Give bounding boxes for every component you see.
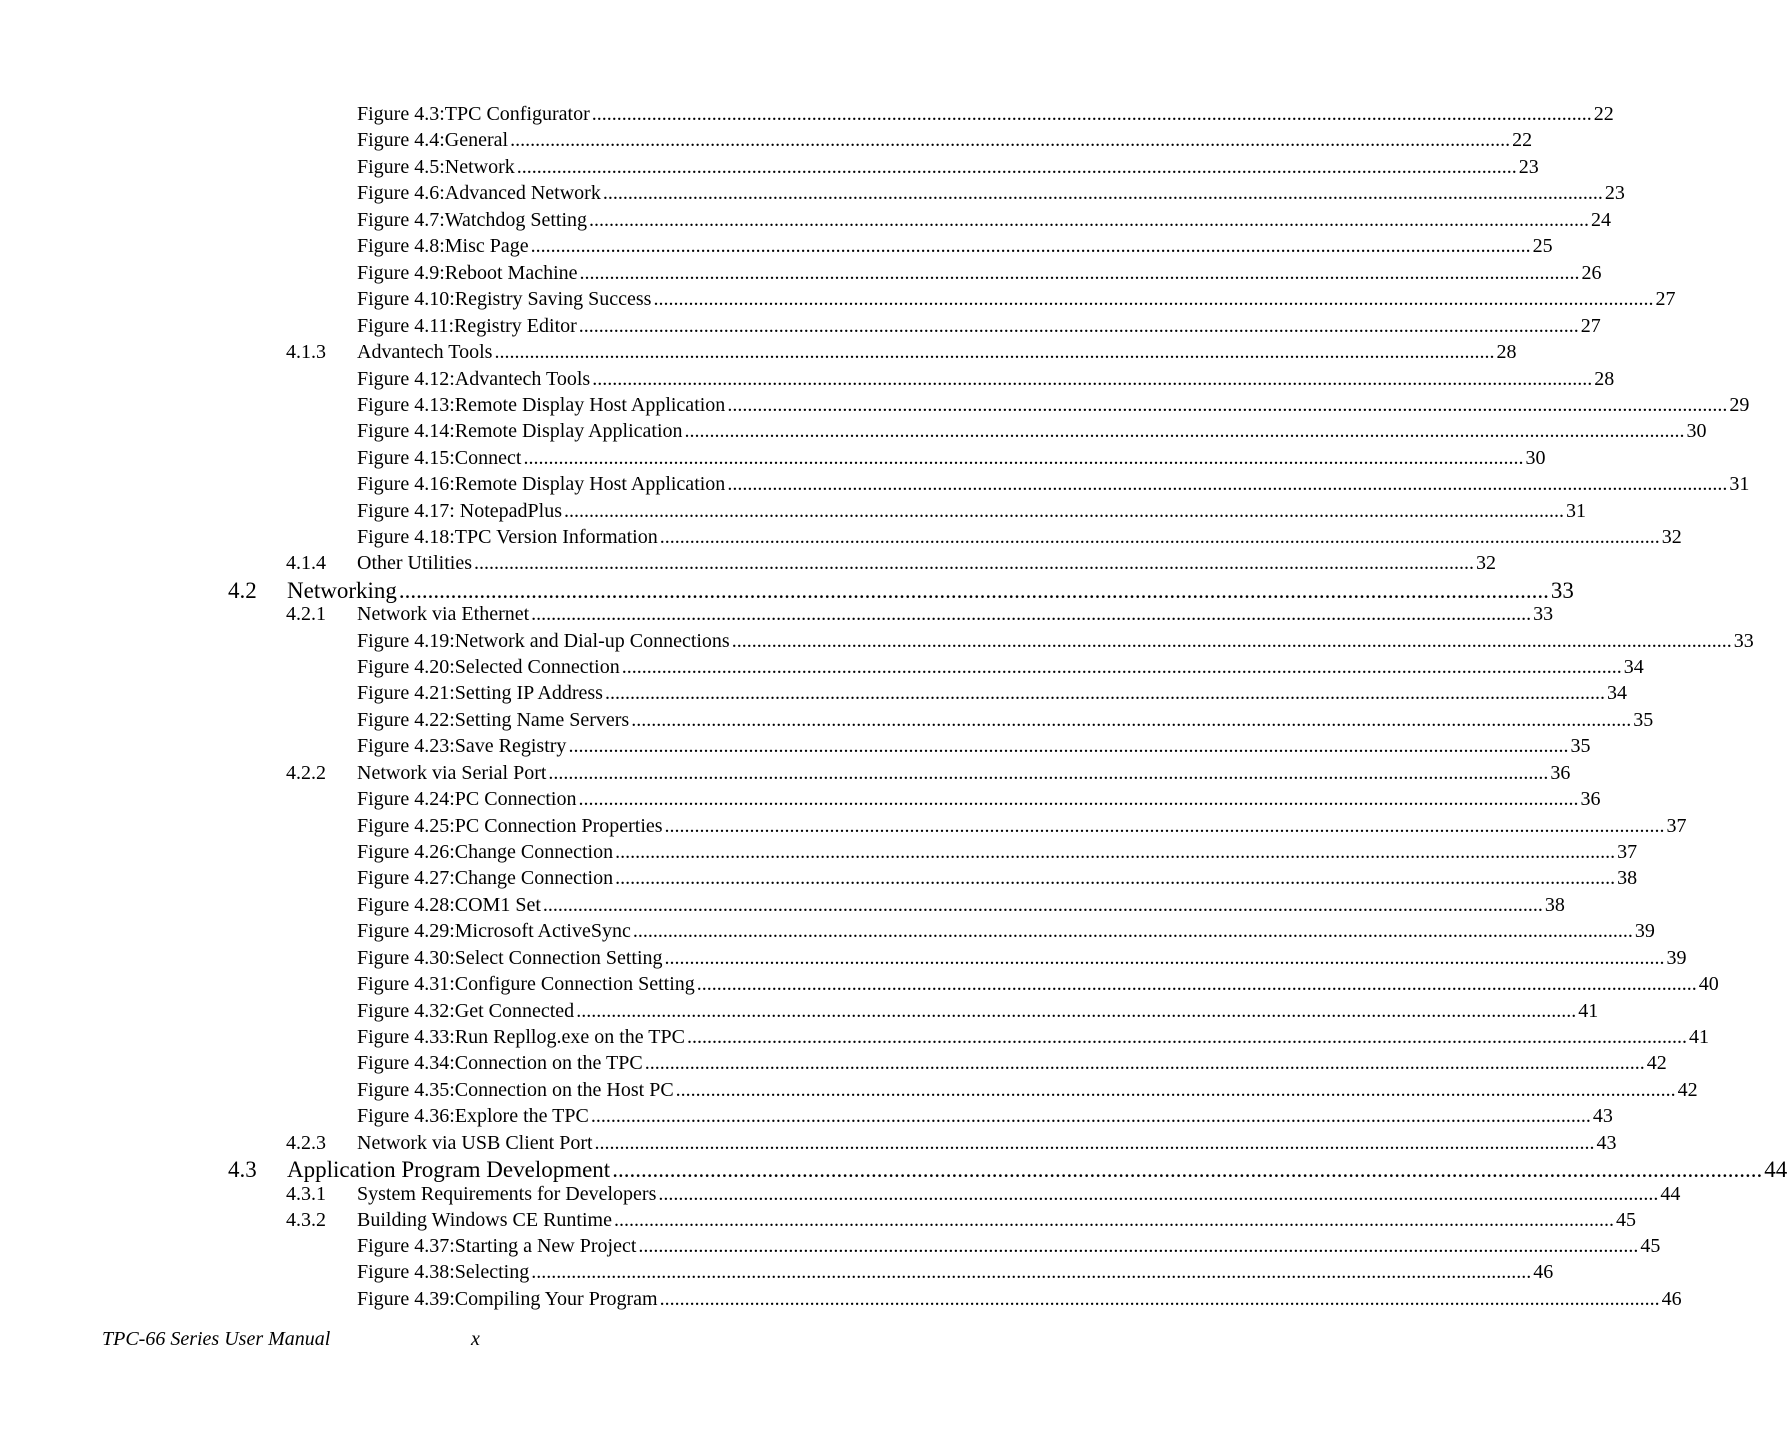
toc-dot-leader: ........................................................................................................................................................................................................ [576,1000,1577,1022]
toc-entry-page: 31 [1566,500,1586,522]
toc-entry-page: 30 [1686,420,1707,442]
toc-entry-page: 35 [1570,735,1591,757]
toc-entry-page: 38 [1544,894,1565,916]
toc-entry-page: 42 [1677,1079,1698,1101]
toc-dot-leader: ........................................................................................................................................................................................................ [659,526,1660,548]
toc-entry-figure [0,367,1615,391]
toc-entry-number: 4.2 [228,578,257,603]
toc-dot-leader: ........................................................................................................................................................................................................ [589,209,1590,231]
toc-dot-leader: ........................................................................................................................................................................................................ [510,129,1511,151]
toc-dot-leader: ........................................................................................................................................................................................................ [612,1157,1763,1182]
toc-entry-subsection [0,1131,1617,1155]
toc-entry-page: 39 [1634,920,1655,942]
toc-entry-title: Figure 4.27:Change Connection [357,867,614,889]
toc-dot-leader: ........................................................................................................................................................................................................ [653,288,1654,310]
toc-dot-leader: ........................................................................................................................................................................................................ [664,947,1665,969]
toc-dot-leader: ........................................................................................................................................................................................................ [516,156,1517,178]
toc-entry-page: 44 [1660,1183,1681,1205]
toc-dot-leader: ........................................................................................................................................................................................................ [632,920,1633,942]
toc-entry-title: Advantech Tools [357,341,493,363]
toc-entry-figure [0,419,1707,443]
toc-entry-figure [0,629,1754,653]
toc-entry-title: Networking [287,578,397,603]
toc-entry-subsection [0,1208,1636,1232]
toc-entry-title: Figure 4.20:Selected Connection [357,656,620,678]
toc-dot-leader: ........................................................................................................................................................................................................ [564,500,1564,522]
toc-dot-leader: ........................................................................................................................................................................................................ [531,603,1532,625]
toc-entry-page: 33 [1533,603,1554,625]
toc-dot-leader: ........................................................................................................................................................................................................ [731,630,1732,652]
toc-dot-leader: ........................................................................................................................................................................................................ [523,447,1524,469]
toc-entry-page: 46 [1661,1288,1682,1310]
toc-dot-leader: ........................................................................................................................................................................................................ [494,341,1495,363]
toc-entry-title: Figure 4.9:Reboot Machine [357,262,578,284]
footer-page-number: x [471,1328,480,1350]
toc-dot-leader: ........................................................................................................................................................................................................ [658,1183,1659,1205]
toc-dot-leader: ........................................................................................................................................................................................................ [696,973,1697,995]
toc-entry-figure [0,102,1614,126]
toc-entry-page: 22 [1512,129,1533,151]
toc-entry-title: System Requirements for Developers [357,1183,657,1205]
toc-entry-subsection [0,602,1554,626]
toc-entry-number: 4.2.3 [286,1132,326,1154]
toc-entry-figure [0,1287,1682,1311]
toc-entry-page: 31 [1729,473,1750,495]
toc-entry-page: 35 [1633,709,1654,731]
toc-dot-leader: ........................................................................................................................................................................................................ [542,894,1543,916]
toc-entry-title: Figure 4.14:Remote Display Application [357,420,683,442]
toc-entry-title: Figure 4.3:TPC Configurator [357,103,590,125]
toc-entry-title: Figure 4.7:Watchdog Setting [357,209,588,231]
toc-entry-figure [0,734,1591,758]
toc-entry-page: 32 [1661,526,1682,548]
toc-entry-figure [0,840,1638,864]
toc-entry-figure [0,314,1601,338]
toc-entry-figure [0,128,1533,152]
toc-entry-title: Figure 4.17: NotepadPlus [357,500,562,522]
toc-entry-figure [0,1051,1667,1075]
toc-entry-subsection [0,1182,1681,1206]
toc-dot-leader: ........................................................................................................................................................................................................ [638,1235,1639,1257]
toc-dot-leader: ........................................................................................................................................................................................................ [659,1288,1660,1310]
toc-entry-title: Figure 4.13:Remote Display Host Application [357,394,726,416]
toc-entry-title: Figure 4.15:Connect [357,447,522,469]
toc-entry-page: 46 [1533,1261,1554,1283]
toc-entry-section [0,1157,1787,1183]
toc-entry-title: Figure 4.31:Configure Connection Setting [357,973,695,995]
toc-entry-title: Figure 4.28:COM1 Set [357,894,541,916]
toc-dot-leader: ........................................................................................................................................................................................................ [615,841,1616,863]
toc-dot-leader: ........................................................................................................................................................................................................ [686,1026,1687,1048]
toc-entry-page: 23 [1604,182,1625,204]
toc-dot-leader: ........................................................................................................................................................................................................ [530,235,1531,257]
toc-dot-leader: ........................................................................................................................................................................................................ [473,552,1474,574]
toc-entry-title: Figure 4.6:Advanced Network [357,182,601,204]
toc-entry-title: Other Utilities [357,552,472,574]
toc-entry-title: Figure 4.21:Setting IP Address [357,682,603,704]
toc-entry-title: Network via Ethernet [357,603,530,625]
toc-entry-figure [0,681,1627,705]
toc-entry-page: 32 [1475,552,1496,574]
toc-entry-title: Figure 4.8:Misc Page [357,235,529,257]
toc-dot-leader: ........................................................................................................................................................................................................ [579,262,1580,284]
toc-entry-title: Figure 4.25:PC Connection Properties [357,815,663,837]
toc-entry-title: Figure 4.29:Microsoft ActiveSync [357,920,631,942]
page-footer [0,1328,954,1356]
toc-entry-title: Figure 4.19:Network and Dial-up Connections [357,630,730,652]
toc-entry-page: 36 [1550,762,1571,784]
toc-entry-page: 38 [1617,867,1638,889]
toc-entry-title: Figure 4.32:Get Connected [357,1000,575,1022]
toc-entry-title: Figure 4.35:Connection on the Host PC [357,1079,674,1101]
toc-entry-figure [0,787,1601,811]
toc-entry-number: 4.3 [228,1157,257,1182]
toc-entry-figure [0,1104,1613,1128]
toc-entry-title: Figure 4.39:Compiling Your Program [357,1288,658,1310]
toc-entry-page: 25 [1532,235,1553,257]
toc-entry-title: Network via USB Client Port [357,1132,593,1154]
toc-entry-page: 36 [1580,788,1601,810]
toc-entry-figure [0,919,1655,943]
toc-entry-title: Figure 4.10:Registry Saving Success [357,288,652,310]
toc-entry-figure [0,708,1654,732]
toc-entry-number: 4.3.2 [286,1209,326,1231]
toc-entry-page: 43 [1592,1105,1613,1127]
toc-entry-figure [0,1025,1709,1049]
toc-entry-page: 27 [1580,315,1601,337]
toc-dot-leader: ........................................................................................................................................................................................................ [590,1105,1591,1127]
toc-entry-page: 45 [1640,1235,1661,1257]
toc-dot-leader: ........................................................................................................................................................................................................ [675,1079,1676,1101]
toc-dot-leader: ........................................................................................................................................................................................................ [594,1132,1595,1154]
toc-entry-page: 28 [1594,368,1615,390]
toc-entry-figure [0,393,1750,417]
toc-dot-leader: ........................................................................................................................................................................................................ [398,578,1549,603]
toc-entry-figure [0,999,1599,1023]
toc-entry-page: 28 [1496,341,1517,363]
toc-entry-figure [0,261,1602,285]
toc-entry-title: Figure 4.30:Select Connection Setting [357,947,663,969]
toc-entry-title: Figure 4.33:Run Repllog.exe on the TPC [357,1026,685,1048]
toc-entry-figure [0,1234,1661,1258]
toc-entry-title: Figure 4.5:Network [357,156,515,178]
footer-manual-title: TPC-66 Series User Manual [102,1328,331,1350]
toc-entry-title: Application Program Development [287,1157,611,1182]
toc-entry-title: Figure 4.36:Explore the TPC [357,1105,589,1127]
toc-dot-leader: ........................................................................................................................................................................................................ [531,1261,1532,1283]
toc-entry-number: 4.2.1 [286,603,326,625]
toc-entry-title: Figure 4.23:Save Registry [357,735,567,757]
toc-entry-page: 37 [1617,841,1638,863]
toc-entry-title: Figure 4.18:TPC Version Information [357,526,658,548]
toc-entry-page: 34 [1623,656,1644,678]
toc-entry-figure [0,472,1750,496]
toc-entry-figure [0,181,1625,205]
toc-entry-page: 39 [1666,947,1687,969]
toc-entry-subsection [0,551,1496,575]
toc-entry-title: Figure 4.34:Connection on the TPC [357,1052,643,1074]
toc-dot-leader: ........................................................................................................................................................................................................ [578,315,1579,337]
toc-entry-title: Figure 4.4:General [357,129,509,151]
toc-entry-page: 27 [1655,288,1676,310]
toc-entry-number: 4.3.1 [286,1183,326,1205]
toc-entry-page: 33 [1550,578,1574,603]
toc-dot-leader: ........................................................................................................................................................................................................ [613,1209,1614,1231]
toc-dot-leader: ........................................................................................................................................................................................................ [592,368,1593,390]
toc-dot-leader: ........................................................................................................................................................................................................ [664,815,1665,837]
toc-entry-title: Figure 4.38:Selecting [357,1261,530,1283]
toc-entry-page: 42 [1646,1052,1667,1074]
toc-entry-subsection [0,761,1571,785]
toc-entry-figure [0,499,1586,523]
toc-entry-figure [0,234,1553,258]
toc-entry-page: 29 [1729,394,1750,416]
toc-dot-leader: ........................................................................................................................................................................................................ [578,788,1579,810]
toc-dot-leader: ........................................................................................................................................................................................................ [591,103,1592,125]
toc-dot-leader: ........................................................................................................................................................................................................ [644,1052,1645,1074]
toc-entry-page: 26 [1581,262,1602,284]
toc-entry-page: 41 [1688,1026,1709,1048]
toc-entry-page: 24 [1591,209,1612,231]
toc-entry-page: 40 [1698,973,1719,995]
toc-entry-page: 44 [1764,1157,1787,1182]
toc-entry-page: 37 [1666,815,1687,837]
toc-entry-figure [0,866,1638,890]
toc-entry-title: Figure 4.12:Advantech Tools [357,368,591,390]
toc-entry-figure [0,1078,1698,1102]
toc-entry-page: 43 [1596,1132,1617,1154]
toc-entry-title: Figure 4.26:Change Connection [357,841,614,863]
toc-dot-leader: ........................................................................................................................................................................................................ [727,394,1728,416]
toc-entry-figure [0,287,1676,311]
toc-entry-number: 4.1.3 [286,341,326,363]
toc-dot-leader: ........................................................................................................................................................................................................ [568,735,1569,757]
toc-entry-figure [0,655,1644,679]
toc-dot-leader: ........................................................................................................................................................................................................ [548,762,1549,784]
toc-entry-page: 41 [1578,1000,1599,1022]
toc-entry-figure [0,446,1546,470]
toc-entry-page: 30 [1525,447,1546,469]
toc-dot-leader: ........................................................................................................................................................................................................ [615,867,1616,889]
toc-entry-title: Figure 4.24:PC Connection [357,788,577,810]
toc-entry-figure [0,972,1719,996]
toc-entry-figure [0,525,1682,549]
toc-entry-subsection [0,340,1517,364]
toc-entry-figure [0,155,1539,179]
toc-entry-number: 4.1.4 [286,552,326,574]
toc-dot-leader: ........................................................................................................................................................................................................ [684,420,1685,442]
toc-entry-title: Figure 4.16:Remote Display Host Application [357,473,726,495]
toc-dot-leader: ........................................................................................................................................................................................................ [602,182,1603,204]
toc-entry-figure [0,1260,1554,1284]
toc-dot-leader: ........................................................................................................................................................................................................ [604,682,1605,704]
toc-entry-page: 23 [1518,156,1539,178]
toc-entry-figure [0,814,1687,838]
toc-entry-title: Figure 4.11:Registry Editor [357,315,577,337]
toc-dot-leader: ........................................................................................................................................................................................................ [727,473,1728,495]
toc-entry-page: 33 [1733,630,1754,652]
toc-entry-figure [0,893,1565,917]
toc-entry-title: Building Windows CE Runtime [357,1209,612,1231]
toc-entry-section [0,578,1574,604]
toc-entry-title: Figure 4.37:Starting a New Project [357,1235,637,1257]
toc-dot-leader: ........................................................................................................................................................................................................ [631,709,1632,731]
toc-entry-title: Network via Serial Port [357,762,547,784]
toc-entry-figure [0,208,1612,232]
toc-entry-figure [0,946,1687,970]
toc-entry-title: Figure 4.22:Setting Name Servers [357,709,630,731]
toc-entry-number: 4.2.2 [286,762,326,784]
toc-dot-leader: ........................................................................................................................................................................................................ [621,656,1622,678]
toc-entry-page: 34 [1606,682,1627,704]
toc-entry-page: 45 [1615,1209,1636,1231]
toc-entry-page: 22 [1593,103,1614,125]
